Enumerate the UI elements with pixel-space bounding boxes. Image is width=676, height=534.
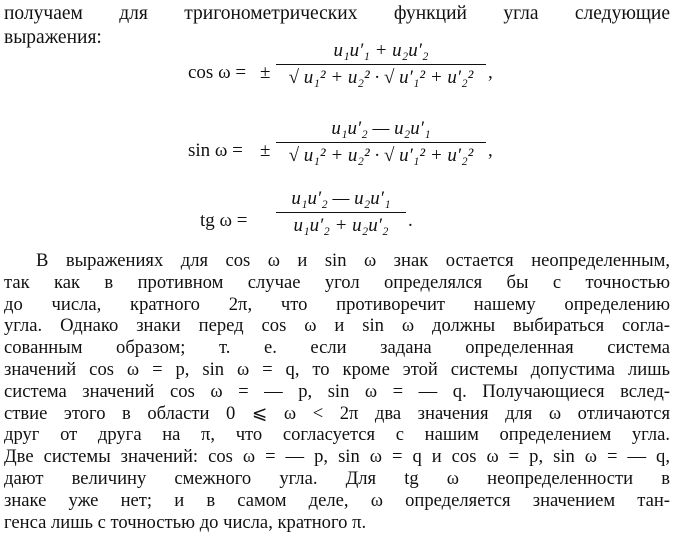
paragraph-line-1: В выражениях для cos ω и sin ω знак остается неопределенным, [36, 250, 670, 271]
equation-cos-tail: , [488, 62, 493, 83]
equation-sin-fraction [276, 118, 486, 167]
equation-tg-numerator: u₁u′₂ — u₂u′₁ [291, 188, 391, 209]
paragraph-line-8: ствие этого в области 0 ⩽ ω < 2π два значения для ω отличаются [4, 402, 670, 424]
paragraph-line-11: дают величину смежного угла. Для tg ω неопределенности в [4, 468, 670, 489]
paragraph-line-13: генса лишь с точностью до числа, кратного π. [4, 511, 367, 533]
paragraph-line-5: сованным образом; т. е. если задана определенная система [4, 337, 670, 359]
equation-tg-lhs: tg ω = [200, 210, 248, 231]
paragraph-line-12: знаке уже нет; и в самом деле, ω определяется значением тан- [4, 489, 670, 511]
paragraph-line-6: значений cos ω = p, sin ω = q, то кроме этой системы допустима лишь [4, 359, 670, 380]
equation-sin-tail: , [488, 140, 493, 161]
paragraph-line-10: Две системы значений: cos ω = — p, sin ω = q и cos ω = p, sin ω = — q, [4, 446, 670, 468]
intro-line-2: выражения: [4, 27, 102, 48]
equation-cos-sign: ± [260, 62, 271, 83]
paragraph-line-4: угла. Однако знаки перед cos ω и sin ω должны выбираться согла- [4, 315, 670, 337]
paragraph-line-9: друг от друга на π, что согласуется с нашим определением угла. [4, 424, 670, 446]
equation-tg-fraction [276, 188, 406, 237]
equation-sin-lhs: sin ω = [188, 140, 243, 161]
equation-sin-numerator: u₁u′₂ — u₂u′₁ [331, 118, 431, 139]
equation-cos-lhs: cos ω = [188, 62, 247, 83]
equation-cos-denominator: √ u₁² + u₂² · √ u′₁² + u′₂² [276, 64, 486, 89]
equation-cos-fraction [276, 40, 486, 89]
equation-sin-denominator: √ u₁² + u₂² · √ u′₁² + u′₂² [276, 142, 486, 167]
equation-tg-tail: . [408, 210, 413, 231]
paragraph-line-3: до числа, кратного 2π, что противоречит нашему определению [4, 293, 670, 315]
equation-sin-sign: ± [260, 140, 271, 161]
paragraph-line-2: так как в противном случае угол определялся бы с точностью [4, 271, 670, 293]
equation-cos [188, 40, 518, 122]
equation-tg-denominator: u₁u′₂ + u₂u′₂ [276, 212, 406, 237]
equation-cos-numerator: u₁u′₁ + u₂u′₂ [333, 40, 429, 61]
paragraph-line-7: система значений cos ω = — p, sin ω = — q. Получающиеся вслед- [4, 380, 670, 402]
intro-line-1: получаем для тригонометрических функций угла следующие [4, 3, 670, 24]
